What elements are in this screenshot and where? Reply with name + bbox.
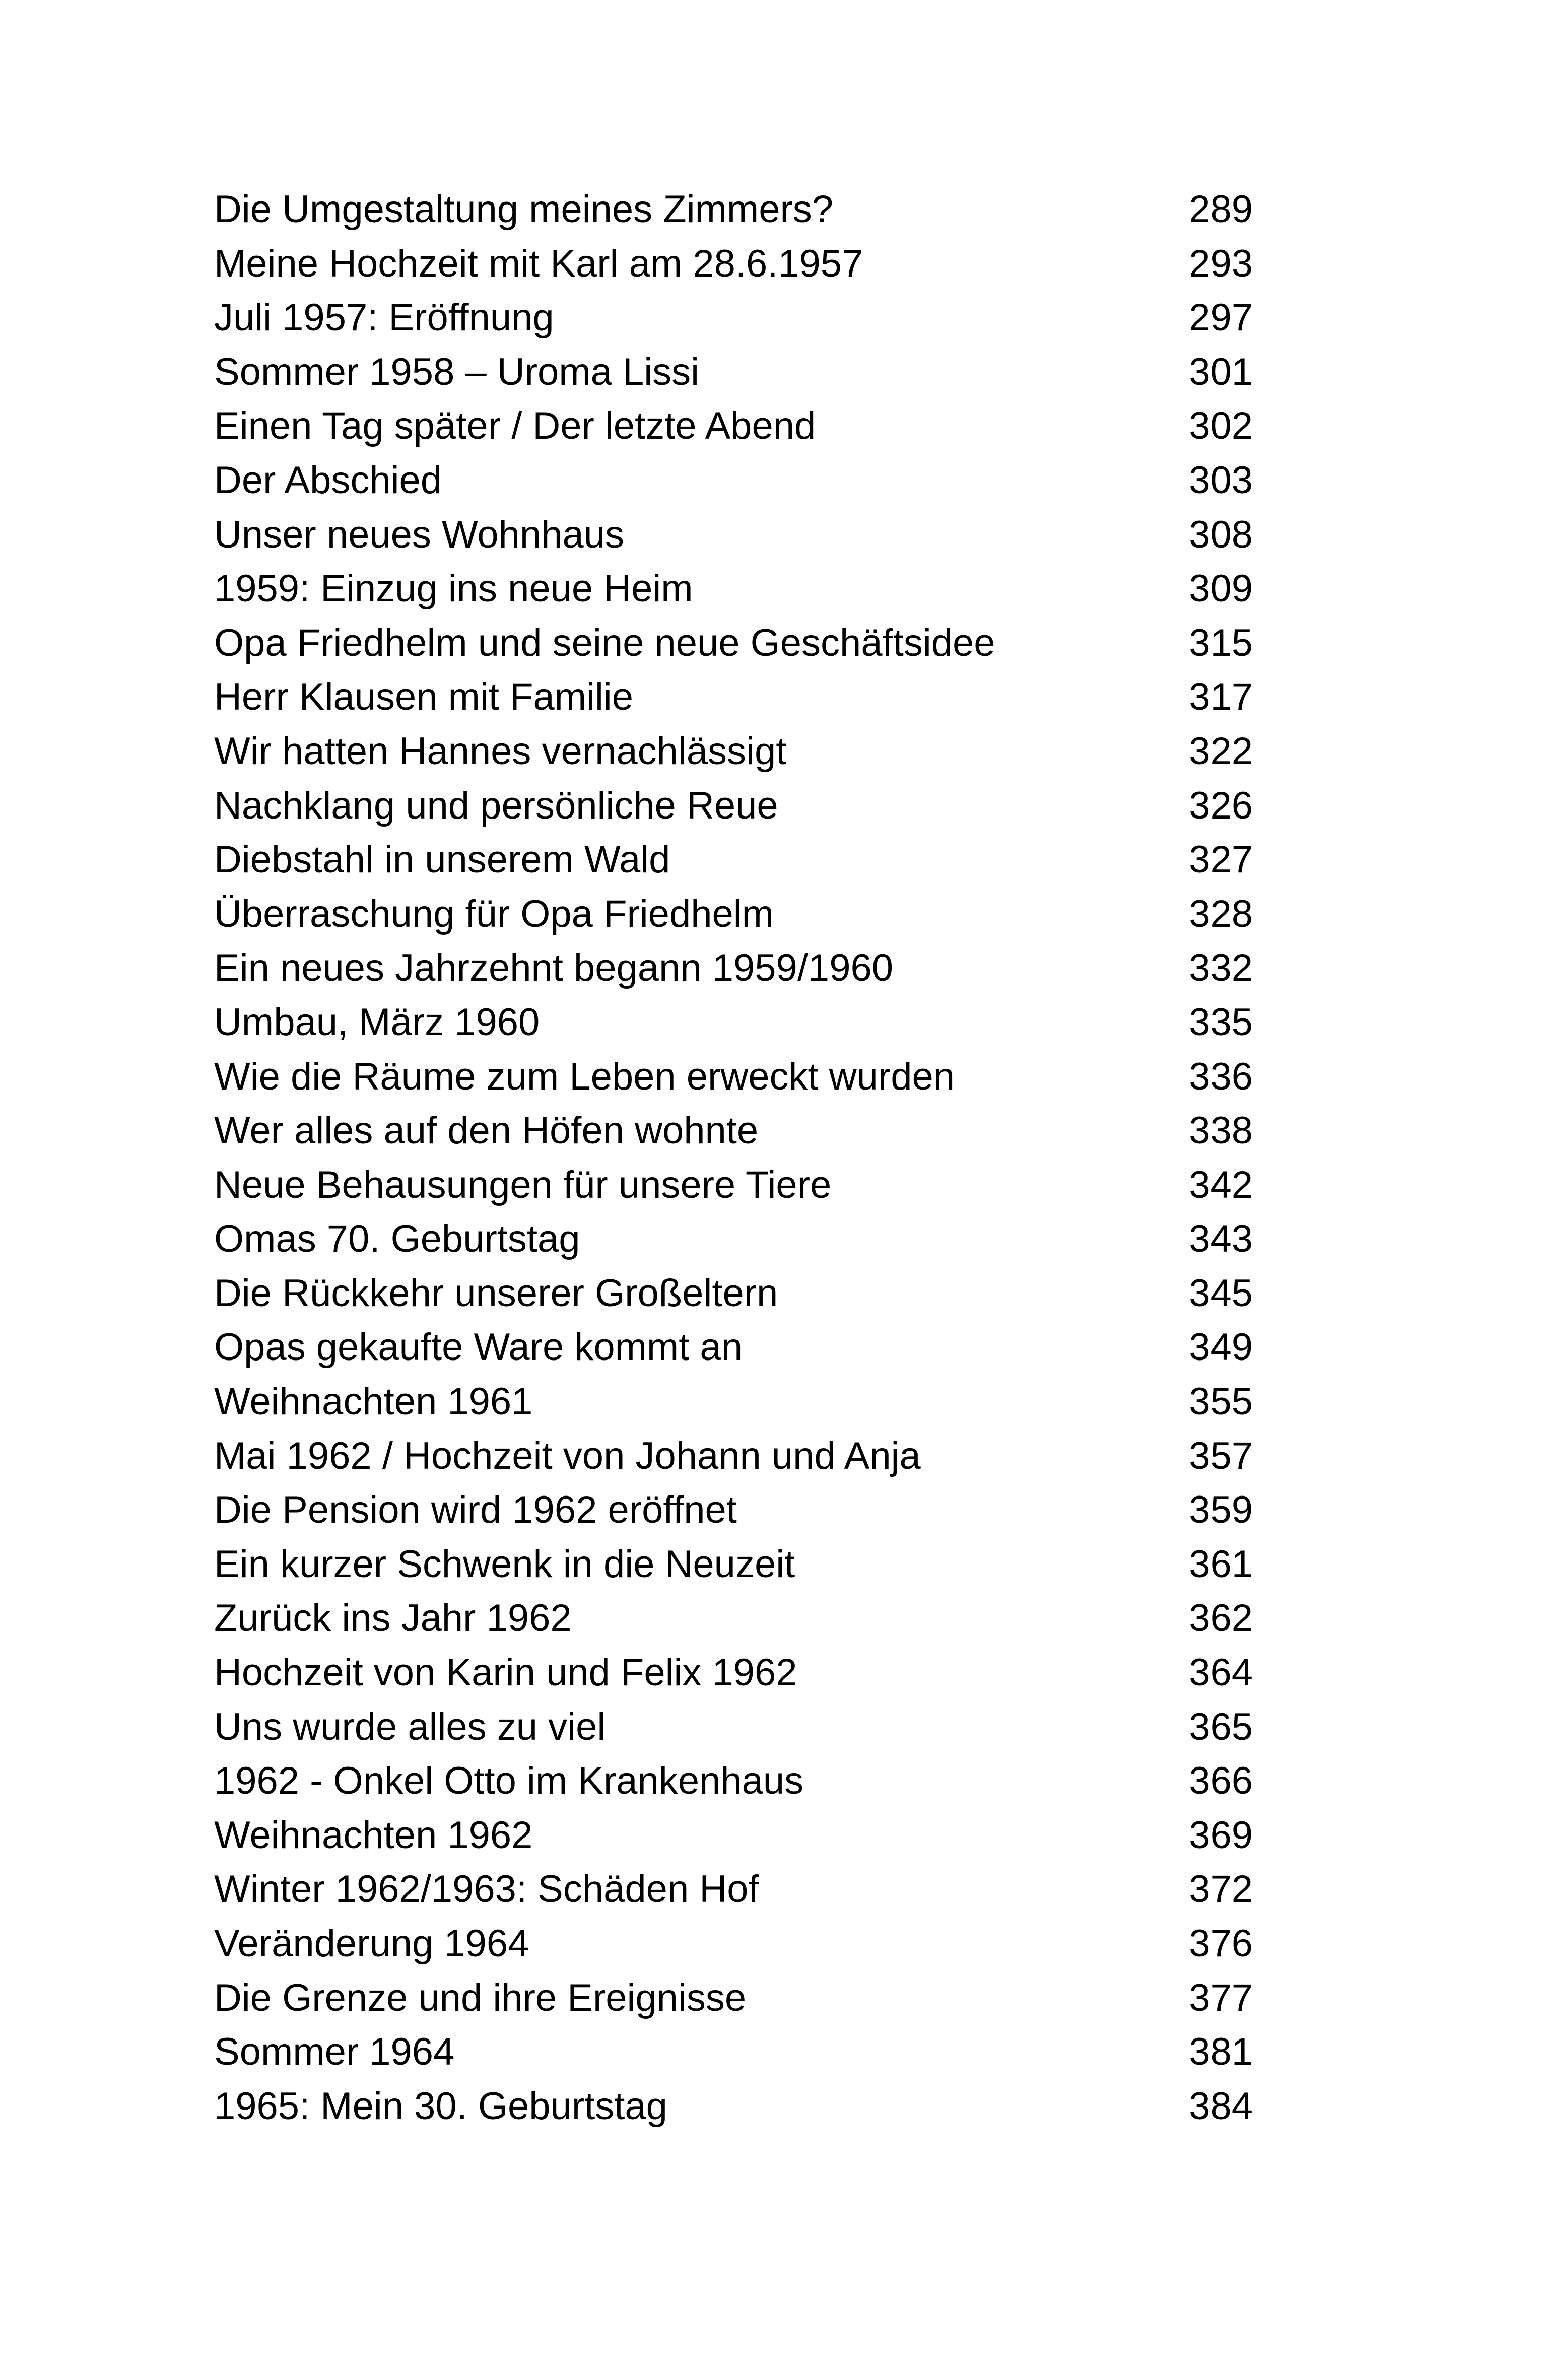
toc-entry-title: Wie die Räume zum Leben erweckt wurden bbox=[214, 1055, 955, 1098]
toc-entry-page: 357 bbox=[1189, 1434, 1253, 1477]
toc-entry-title: Ein kurzer Schwenk in die Neuzeit bbox=[214, 1542, 795, 1586]
toc-entry-page: 343 bbox=[1189, 1217, 1253, 1261]
toc-entry-title: Ein neues Jahrzehnt begann 1959/1960 bbox=[214, 946, 893, 990]
toc-entry-page: 349 bbox=[1189, 1326, 1253, 1369]
toc-entry bbox=[214, 1104, 1253, 1158]
toc-entry-page: 366 bbox=[1189, 1759, 1253, 1803]
toc-entry bbox=[214, 724, 1253, 779]
toc-entry bbox=[214, 1808, 1253, 1863]
toc-entry-title: Wir hatten Hannes vernachlässigt bbox=[214, 729, 787, 773]
toc-entry-page: 308 bbox=[1189, 513, 1253, 556]
toc-entry-title: Winter 1962/1963: Schäden Hof bbox=[214, 1868, 759, 1911]
toc-entry-title: Juli 1957: Eröffnung bbox=[214, 296, 554, 339]
toc-entry-title: 1962 - Onkel Otto im Krankenhaus bbox=[214, 1759, 804, 1803]
toc-entry-title: Sommer 1964 bbox=[214, 2030, 455, 2074]
toc-entry-title: 1965: Mein 30. Geburtstag bbox=[214, 2084, 667, 2128]
toc-entry-page: 317 bbox=[1189, 675, 1253, 719]
toc-entry-page: 372 bbox=[1189, 1868, 1253, 1911]
toc-entry bbox=[214, 779, 1253, 833]
toc-entry bbox=[214, 237, 1253, 291]
toc-entry-title: Die Pension wird 1962 eröffnet bbox=[214, 1488, 737, 1532]
toc-entry-page: 362 bbox=[1189, 1597, 1253, 1640]
toc-entry-page: 301 bbox=[1189, 350, 1253, 393]
toc-entry-title: Opas gekaufte Ware kommt an bbox=[214, 1326, 743, 1369]
toc-entry bbox=[214, 2025, 1253, 2079]
toc-entry-page: 293 bbox=[1189, 242, 1253, 285]
toc-entry-page: 377 bbox=[1189, 1976, 1253, 2019]
toc-entry-page: 365 bbox=[1189, 1705, 1253, 1748]
toc-entry bbox=[214, 2079, 1253, 2134]
toc-entry bbox=[214, 670, 1253, 724]
toc-entry-title: Mai 1962 / Hochzeit von Johann und Anja bbox=[214, 1434, 921, 1477]
toc-entry-page: 345 bbox=[1189, 1271, 1253, 1315]
toc-entry bbox=[214, 1212, 1253, 1266]
toc-entry bbox=[214, 1483, 1253, 1537]
toc-entry-title: Meine Hochzeit mit Karl am 28.6.1957 bbox=[214, 242, 863, 285]
toc-entry bbox=[214, 616, 1253, 670]
toc-entry-page: 376 bbox=[1189, 1922, 1253, 1965]
toc-entry-title: Umbau, März 1960 bbox=[214, 1000, 540, 1044]
toc-entry-page: 322 bbox=[1189, 729, 1253, 773]
toc-entry-page: 338 bbox=[1189, 1109, 1253, 1152]
toc-entry-page: 289 bbox=[1189, 188, 1253, 231]
toc-entry bbox=[214, 182, 1253, 237]
toc-entry-page: 342 bbox=[1189, 1163, 1253, 1206]
toc-entry-title: Opa Friedhelm und seine neue Geschäftsidee bbox=[214, 621, 995, 664]
toc-entry-title: Veränderung 1964 bbox=[214, 1922, 529, 1965]
toc-entry-title: Wer alles auf den Höfen wohnte bbox=[214, 1109, 759, 1152]
toc-entry-title: Neue Behausungen für unsere Tiere bbox=[214, 1163, 832, 1206]
toc-entry bbox=[214, 1537, 1253, 1592]
toc-entry-title: Nachklang und persönliche Reue bbox=[214, 784, 778, 827]
toc-entry-page: 381 bbox=[1189, 2030, 1253, 2074]
toc-entry-title: Weihnachten 1962 bbox=[214, 1813, 533, 1857]
toc-entry-title: Unser neues Wohnhaus bbox=[214, 513, 624, 556]
toc-entry bbox=[214, 399, 1253, 453]
toc-entry bbox=[214, 1646, 1253, 1700]
toc-entry-title: Sommer 1958 – Uroma Lissi bbox=[214, 350, 700, 393]
toc-entry-title: Uns wurde alles zu viel bbox=[214, 1705, 606, 1748]
toc-entry-page: 364 bbox=[1189, 1651, 1253, 1694]
toc-entry bbox=[214, 562, 1253, 616]
toc-entry-page: 384 bbox=[1189, 2084, 1253, 2128]
toc-entry-page: 355 bbox=[1189, 1380, 1253, 1423]
toc-entry-page: 335 bbox=[1189, 1000, 1253, 1044]
toc-entry bbox=[214, 1266, 1253, 1321]
toc-entry-title: Der Abschied bbox=[214, 458, 442, 502]
toc-entry-page: 328 bbox=[1189, 892, 1253, 935]
toc-entry-page: 315 bbox=[1189, 621, 1253, 664]
toc-entry-page: 336 bbox=[1189, 1055, 1253, 1098]
toc-entry bbox=[214, 1917, 1253, 1971]
toc-entry-page: 297 bbox=[1189, 296, 1253, 339]
toc-entry bbox=[214, 887, 1253, 941]
toc-entry-page: 326 bbox=[1189, 784, 1253, 827]
toc-entry-page: 359 bbox=[1189, 1488, 1253, 1532]
toc-entry-page: 332 bbox=[1189, 946, 1253, 990]
toc-entry-title: Weihnachten 1961 bbox=[214, 1380, 533, 1423]
toc-entry bbox=[214, 1429, 1253, 1483]
toc-entry bbox=[214, 1375, 1253, 1429]
toc-entry bbox=[214, 1862, 1253, 1917]
toc-entry bbox=[214, 1158, 1253, 1212]
toc-entry bbox=[214, 345, 1253, 399]
toc-entry-title: Hochzeit von Karin und Felix 1962 bbox=[214, 1651, 797, 1694]
toc-entry bbox=[214, 995, 1253, 1050]
toc-entry bbox=[214, 1591, 1253, 1646]
toc-entry bbox=[214, 1320, 1253, 1375]
toc-entry-page: 309 bbox=[1189, 567, 1253, 610]
toc-entry bbox=[214, 1971, 1253, 2025]
toc-entry-title: Die Umgestaltung meines Zimmers? bbox=[214, 188, 834, 231]
toc-entry bbox=[214, 1754, 1253, 1808]
table-of-contents bbox=[214, 182, 1253, 2133]
toc-entry-page: 303 bbox=[1189, 458, 1253, 502]
toc-entry-title: Die Rückkehr unserer Großeltern bbox=[214, 1271, 778, 1315]
toc-entry-page: 327 bbox=[1189, 838, 1253, 881]
toc-entry-title: Diebstahl in unserem Wald bbox=[214, 838, 670, 881]
toc-entry bbox=[214, 508, 1253, 562]
toc-entry-title: Überraschung für Opa Friedhelm bbox=[214, 892, 774, 935]
toc-entry-page: 361 bbox=[1189, 1542, 1253, 1586]
toc-entry-title: Die Grenze und ihre Ereignisse bbox=[214, 1976, 747, 2019]
toc-entry-page: 369 bbox=[1189, 1813, 1253, 1857]
toc-entry-title: Zurück ins Jahr 1962 bbox=[214, 1597, 572, 1640]
toc-entry bbox=[214, 833, 1253, 887]
toc-entry-title: Einen Tag später / Der letzte Abend bbox=[214, 404, 816, 448]
toc-entry-title: Herr Klausen mit Familie bbox=[214, 675, 633, 719]
toc-entry bbox=[214, 1050, 1253, 1104]
toc-entry bbox=[214, 941, 1253, 995]
toc-entry-title: 1959: Einzug ins neue Heim bbox=[214, 567, 693, 610]
toc-entry bbox=[214, 453, 1253, 508]
toc-entry-title: Omas 70. Geburtstag bbox=[214, 1217, 580, 1261]
toc-entry-page: 302 bbox=[1189, 404, 1253, 448]
toc-entry bbox=[214, 291, 1253, 345]
toc-entry bbox=[214, 1700, 1253, 1754]
